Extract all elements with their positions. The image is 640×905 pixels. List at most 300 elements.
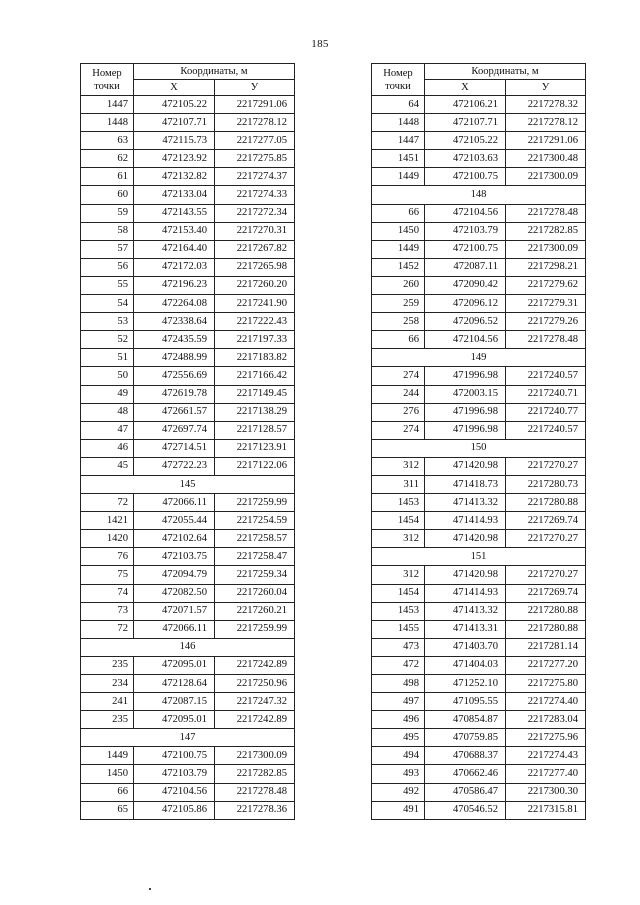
x-coordinate-cell: 472071.57: [134, 602, 215, 620]
x-coordinate-cell: 472087.15: [134, 693, 215, 711]
table-row: [81, 693, 295, 711]
table-row: [372, 114, 586, 132]
x-coordinate-cell: 471413.31: [425, 620, 506, 638]
x-coordinate-cell: 472090.42: [425, 276, 506, 294]
y-coordinate-cell: 2217300.09: [506, 168, 586, 186]
point-number-cell: 66: [81, 783, 134, 801]
x-coordinate-cell: 472153.40: [134, 222, 215, 240]
y-coordinate-cell: 2217240.57: [506, 421, 586, 439]
table-body-right: [372, 96, 586, 820]
table-row: [372, 168, 586, 186]
x-coordinate-cell: 471420.98: [425, 530, 506, 548]
y-coordinate-cell: 2217283.04: [506, 711, 586, 729]
x-coordinate-cell: 472435.59: [134, 331, 215, 349]
section-label: 145: [81, 475, 295, 493]
table-row: [372, 295, 586, 313]
y-coordinate-cell: 2217300.48: [506, 150, 586, 168]
y-coordinate-cell: 2217277.05: [215, 132, 295, 150]
table-row: [372, 313, 586, 331]
x-coordinate-cell: 471420.98: [425, 457, 506, 475]
section-row: [81, 475, 295, 493]
y-coordinate-cell: 2217278.12: [506, 114, 586, 132]
point-number-cell: 260: [372, 276, 425, 294]
table-row: [81, 168, 295, 186]
x-coordinate-cell: 471252.10: [425, 675, 506, 693]
y-coordinate-cell: 2217260.04: [215, 584, 295, 602]
x-coordinate-cell: 470662.46: [425, 765, 506, 783]
y-coordinate-cell: 2217274.33: [215, 186, 295, 204]
y-coordinate-cell: 2217270.27: [506, 530, 586, 548]
y-coordinate-cell: 2217267.82: [215, 240, 295, 258]
x-coordinate-cell: 472104.56: [425, 331, 506, 349]
x-coordinate-cell: 471414.93: [425, 584, 506, 602]
table-row: [81, 783, 295, 801]
section-row: [372, 186, 586, 204]
x-coordinate-cell: 470586.47: [425, 783, 506, 801]
point-number-cell: 72: [81, 620, 134, 638]
point-number-cell: 46: [81, 439, 134, 457]
x-coordinate-cell: 470759.85: [425, 729, 506, 747]
point-number-cell: 62: [81, 150, 134, 168]
point-number-cell: 52: [81, 331, 134, 349]
table-header-row: [81, 64, 295, 80]
x-coordinate-cell: 472103.79: [134, 765, 215, 783]
y-coordinate-cell: 2217278.48: [215, 783, 295, 801]
x-coordinate-cell: 472488.99: [134, 349, 215, 367]
point-number-cell: 54: [81, 295, 134, 313]
y-coordinate-cell: 2217128.57: [215, 421, 295, 439]
section-label: 146: [81, 638, 295, 656]
x-coordinate-cell: 472103.75: [134, 548, 215, 566]
y-coordinate-cell: 2217300.09: [215, 747, 295, 765]
y-coordinate-cell: 2217183.82: [215, 349, 295, 367]
table-row: [372, 421, 586, 439]
point-number-cell: 66: [372, 331, 425, 349]
point-number-cell: 1450: [81, 765, 134, 783]
table-row: [81, 222, 295, 240]
x-coordinate-cell: 472106.21: [425, 96, 506, 114]
point-number-cell: 61: [81, 168, 134, 186]
section-label: 151: [372, 548, 586, 566]
point-number-cell: 63: [81, 132, 134, 150]
table-row: [81, 96, 295, 114]
point-number-cell: 234: [81, 675, 134, 693]
y-coordinate-cell: 2217258.47: [215, 548, 295, 566]
point-number-cell: 496: [372, 711, 425, 729]
table-row: [81, 656, 295, 674]
table-row: [81, 584, 295, 602]
x-coordinate-cell: 472697.74: [134, 421, 215, 439]
point-number-cell: 498: [372, 675, 425, 693]
table-row: [372, 693, 586, 711]
x-coordinate-cell: 472143.55: [134, 204, 215, 222]
table-row: [81, 675, 295, 693]
table-row: [81, 747, 295, 765]
table-row: [372, 656, 586, 674]
y-coordinate-cell: 2217280.88: [506, 494, 586, 512]
point-number-cell: 495: [372, 729, 425, 747]
x-column-header: X: [134, 80, 215, 96]
y-coordinate-cell: 2217138.29: [215, 403, 295, 421]
y-coordinate-cell: 2217275.80: [506, 675, 586, 693]
table-row: [81, 530, 295, 548]
coordinates-header: Координаты, м: [425, 64, 586, 80]
x-column-header: X: [425, 80, 506, 96]
table-row: [372, 96, 586, 114]
y-coordinate-cell: 2217250.96: [215, 675, 295, 693]
point-number-cell: 312: [372, 566, 425, 584]
x-coordinate-cell: 471420.98: [425, 566, 506, 584]
table-row: [81, 150, 295, 168]
coordinates-table-left: [80, 63, 295, 820]
x-coordinate-cell: 471413.32: [425, 494, 506, 512]
y-column-header: У: [506, 80, 586, 96]
table-row: [372, 222, 586, 240]
x-coordinate-cell: 472100.75: [425, 240, 506, 258]
section-row: [372, 439, 586, 457]
y-coordinate-cell: 2217278.48: [506, 331, 586, 349]
table-row: [81, 602, 295, 620]
y-coordinate-cell: 2217279.26: [506, 313, 586, 331]
point-number-cell: 1447: [81, 96, 134, 114]
table-row: [81, 276, 295, 294]
y-coordinate-cell: 2217281.14: [506, 638, 586, 656]
point-number-cell: 1454: [372, 512, 425, 530]
point-number-header-line1: Номер: [383, 67, 413, 79]
table-row: [81, 186, 295, 204]
x-coordinate-cell: 472105.22: [425, 132, 506, 150]
y-coordinate-cell: 2217260.20: [215, 276, 295, 294]
x-coordinate-cell: 472722.23: [134, 457, 215, 475]
x-coordinate-cell: 472619.78: [134, 385, 215, 403]
y-coordinate-cell: 2217315.81: [506, 801, 586, 819]
y-coordinate-cell: 2217265.98: [215, 258, 295, 276]
y-coordinate-cell: 2217272.34: [215, 204, 295, 222]
x-coordinate-cell: 472661.57: [134, 403, 215, 421]
table-row: [81, 421, 295, 439]
table-row: [372, 530, 586, 548]
x-coordinate-cell: 471996.98: [425, 367, 506, 385]
y-coordinate-cell: 2217270.27: [506, 457, 586, 475]
point-number-cell: 1448: [372, 114, 425, 132]
point-number-cell: 50: [81, 367, 134, 385]
x-coordinate-cell: 470854.87: [425, 711, 506, 729]
point-number-cell: 1448: [81, 114, 134, 132]
table-row: [372, 584, 586, 602]
point-number-cell: 49: [81, 385, 134, 403]
y-coordinate-cell: 2217274.37: [215, 168, 295, 186]
y-coordinate-cell: 2217280.88: [506, 602, 586, 620]
x-coordinate-cell: 472132.82: [134, 168, 215, 186]
table-row: [81, 258, 295, 276]
point-number-cell: 1449: [372, 168, 425, 186]
y-coordinate-cell: 2217298.21: [506, 258, 586, 276]
table-row: [81, 367, 295, 385]
table-row: [372, 747, 586, 765]
point-number-cell: 1452: [372, 258, 425, 276]
coordinates-table-right: [371, 63, 586, 820]
table-header-row: [372, 64, 586, 80]
y-coordinate-cell: 2217300.09: [506, 240, 586, 258]
table-row: [372, 765, 586, 783]
x-coordinate-cell: 472338.64: [134, 313, 215, 331]
point-number-header: [81, 64, 134, 96]
table-row: [372, 729, 586, 747]
point-number-cell: 1449: [81, 747, 134, 765]
x-coordinate-cell: 472066.11: [134, 620, 215, 638]
section-label: 147: [81, 729, 295, 747]
y-coordinate-cell: 2217274.40: [506, 693, 586, 711]
y-coordinate-cell: 2217278.36: [215, 801, 295, 819]
x-coordinate-cell: 471414.93: [425, 512, 506, 530]
x-coordinate-cell: 470546.52: [425, 801, 506, 819]
table-row: [81, 132, 295, 150]
point-number-cell: 1421: [81, 512, 134, 530]
y-coordinate-cell: 2217277.20: [506, 656, 586, 674]
x-coordinate-cell: 472003.15: [425, 385, 506, 403]
x-coordinate-cell: 472103.79: [425, 222, 506, 240]
x-coordinate-cell: 472164.40: [134, 240, 215, 258]
table-row: [372, 367, 586, 385]
table-row: [372, 602, 586, 620]
y-coordinate-cell: 2217280.73: [506, 475, 586, 493]
y-coordinate-cell: 2217149.45: [215, 385, 295, 403]
table-row: [81, 240, 295, 258]
x-coordinate-cell: 472264.08: [134, 295, 215, 313]
point-number-cell: 59: [81, 204, 134, 222]
point-number-cell: 235: [81, 656, 134, 674]
point-number-cell: 66: [372, 204, 425, 222]
table-body-left: [81, 96, 295, 820]
x-coordinate-cell: 472105.22: [134, 96, 215, 114]
x-coordinate-cell: 470688.37: [425, 747, 506, 765]
x-coordinate-cell: 472115.73: [134, 132, 215, 150]
point-number-cell: 235: [81, 711, 134, 729]
point-number-cell: 472: [372, 656, 425, 674]
point-number-cell: 1420: [81, 530, 134, 548]
point-number-cell: 274: [372, 367, 425, 385]
x-coordinate-cell: 472094.79: [134, 566, 215, 584]
x-coordinate-cell: 472100.75: [425, 168, 506, 186]
point-number-cell: 64: [372, 96, 425, 114]
y-coordinate-cell: 2217240.71: [506, 385, 586, 403]
y-coordinate-cell: 2217242.89: [215, 656, 295, 674]
x-coordinate-cell: 472104.56: [425, 204, 506, 222]
point-number-cell: 56: [81, 258, 134, 276]
x-coordinate-cell: 472100.75: [134, 747, 215, 765]
point-number-cell: 74: [81, 584, 134, 602]
y-coordinate-cell: 2217278.48: [506, 204, 586, 222]
table-row: [372, 638, 586, 656]
y-coordinate-cell: 2217259.99: [215, 620, 295, 638]
point-number-cell: 65: [81, 801, 134, 819]
table-row: [372, 711, 586, 729]
table-row: [372, 276, 586, 294]
table-row: [372, 258, 586, 276]
point-number-cell: 497: [372, 693, 425, 711]
table-row: [81, 204, 295, 222]
table-row: [81, 439, 295, 457]
y-coordinate-cell: 2217241.90: [215, 295, 295, 313]
point-number-cell: 274: [372, 421, 425, 439]
table-row: [372, 403, 586, 421]
x-coordinate-cell: 472714.51: [134, 439, 215, 457]
table-row: [81, 385, 295, 403]
y-coordinate-cell: 2217269.74: [506, 584, 586, 602]
y-coordinate-cell: 2217270.27: [506, 566, 586, 584]
y-coordinate-cell: 2217258.57: [215, 530, 295, 548]
point-number-cell: 1454: [372, 584, 425, 602]
table-row: [81, 548, 295, 566]
table-row: [81, 331, 295, 349]
point-number-cell: 45: [81, 457, 134, 475]
y-coordinate-cell: 2217197.33: [215, 331, 295, 349]
point-number-cell: 241: [81, 693, 134, 711]
y-coordinate-cell: 2217222.43: [215, 313, 295, 331]
y-coordinate-cell: 2217270.31: [215, 222, 295, 240]
y-coordinate-cell: 2217282.85: [506, 222, 586, 240]
y-coordinate-cell: 2217291.06: [215, 96, 295, 114]
point-number-cell: 494: [372, 747, 425, 765]
x-coordinate-cell: 472128.64: [134, 675, 215, 693]
section-row: [81, 729, 295, 747]
x-coordinate-cell: 472196.23: [134, 276, 215, 294]
table-row: [372, 385, 586, 403]
scan-speck: [149, 888, 151, 890]
y-coordinate-cell: 2217247.32: [215, 693, 295, 711]
x-coordinate-cell: 471403.70: [425, 638, 506, 656]
y-coordinate-cell: 2217259.99: [215, 494, 295, 512]
point-number-cell: 492: [372, 783, 425, 801]
table-row: [372, 150, 586, 168]
x-coordinate-cell: 471413.32: [425, 602, 506, 620]
point-number-cell: 493: [372, 765, 425, 783]
table-row: [81, 801, 295, 819]
table-row: [372, 783, 586, 801]
y-coordinate-cell: 2217259.34: [215, 566, 295, 584]
x-coordinate-cell: 472105.86: [134, 801, 215, 819]
table-row: [372, 475, 586, 493]
point-number-header: [372, 64, 425, 96]
point-number-cell: 47: [81, 421, 134, 439]
x-coordinate-cell: 472104.56: [134, 783, 215, 801]
table-row: [81, 566, 295, 584]
x-coordinate-cell: 472087.11: [425, 258, 506, 276]
point-number-cell: 51: [81, 349, 134, 367]
x-coordinate-cell: 472556.69: [134, 367, 215, 385]
section-label: 150: [372, 439, 586, 457]
x-coordinate-cell: 472133.04: [134, 186, 215, 204]
x-coordinate-cell: 472055.44: [134, 512, 215, 530]
section-label: 148: [372, 186, 586, 204]
point-number-cell: 312: [372, 457, 425, 475]
table-row: [372, 801, 586, 819]
table-row: [81, 403, 295, 421]
x-coordinate-cell: 471996.98: [425, 403, 506, 421]
x-coordinate-cell: 472123.92: [134, 150, 215, 168]
y-coordinate-cell: 2217279.31: [506, 295, 586, 313]
table-row: [372, 204, 586, 222]
y-coordinate-cell: 2217279.62: [506, 276, 586, 294]
y-coordinate-cell: 2217269.74: [506, 512, 586, 530]
y-coordinate-cell: 2217278.12: [215, 114, 295, 132]
point-number-cell: 53: [81, 313, 134, 331]
y-coordinate-cell: 2217282.85: [215, 765, 295, 783]
table-row: [372, 240, 586, 258]
x-coordinate-cell: 471095.55: [425, 693, 506, 711]
x-coordinate-cell: 472172.03: [134, 258, 215, 276]
table-row: [81, 295, 295, 313]
table-row: [81, 494, 295, 512]
table-row: [81, 711, 295, 729]
x-coordinate-cell: 472096.12: [425, 295, 506, 313]
y-coordinate-cell: 2217280.88: [506, 620, 586, 638]
section-row: [81, 638, 295, 656]
point-number-cell: 58: [81, 222, 134, 240]
x-coordinate-cell: 472103.63: [425, 150, 506, 168]
section-row: [372, 349, 586, 367]
table-row: [372, 512, 586, 530]
y-coordinate-cell: 2217291.06: [506, 132, 586, 150]
point-number-cell: 72: [81, 494, 134, 512]
table-row: [81, 114, 295, 132]
y-coordinate-cell: 2217242.89: [215, 711, 295, 729]
y-coordinate-cell: 2217300.30: [506, 783, 586, 801]
point-number-cell: 473: [372, 638, 425, 656]
point-number-cell: 1450: [372, 222, 425, 240]
table-row: [81, 457, 295, 475]
point-number-cell: 60: [81, 186, 134, 204]
y-coordinate-cell: 2217166.42: [215, 367, 295, 385]
section-label: 149: [372, 349, 586, 367]
y-coordinate-cell: 2217274.43: [506, 747, 586, 765]
y-coordinate-cell: 2217122.06: [215, 457, 295, 475]
point-number-cell: 259: [372, 295, 425, 313]
point-number-cell: 57: [81, 240, 134, 258]
y-coordinate-cell: 2217275.96: [506, 729, 586, 747]
point-number-cell: 1453: [372, 494, 425, 512]
y-coordinate-cell: 2217278.32: [506, 96, 586, 114]
x-coordinate-cell: 472095.01: [134, 656, 215, 674]
point-number-cell: 311: [372, 475, 425, 493]
point-number-cell: 1447: [372, 132, 425, 150]
x-coordinate-cell: 471418.73: [425, 475, 506, 493]
point-number-cell: 276: [372, 403, 425, 421]
point-number-header-line1: Номер: [92, 67, 122, 79]
point-number-cell: 73: [81, 602, 134, 620]
y-coordinate-cell: 2217260.21: [215, 602, 295, 620]
table-row: [81, 349, 295, 367]
table-row: [372, 494, 586, 512]
x-coordinate-cell: 472107.71: [425, 114, 506, 132]
point-number-header-line2: точки: [385, 80, 411, 92]
x-coordinate-cell: 472096.52: [425, 313, 506, 331]
table-row: [372, 620, 586, 638]
table-row: [372, 457, 586, 475]
y-column-header: У: [215, 80, 295, 96]
point-number-cell: 48: [81, 403, 134, 421]
y-coordinate-cell: 2217254.59: [215, 512, 295, 530]
x-coordinate-cell: 471996.98: [425, 421, 506, 439]
point-number-cell: 491: [372, 801, 425, 819]
y-coordinate-cell: 2217240.77: [506, 403, 586, 421]
table-row: [372, 132, 586, 150]
page-number: 185: [311, 38, 329, 50]
x-coordinate-cell: 472102.64: [134, 530, 215, 548]
point-number-cell: 76: [81, 548, 134, 566]
point-number-header-line2: точки: [94, 80, 120, 92]
x-coordinate-cell: 471404.03: [425, 656, 506, 674]
